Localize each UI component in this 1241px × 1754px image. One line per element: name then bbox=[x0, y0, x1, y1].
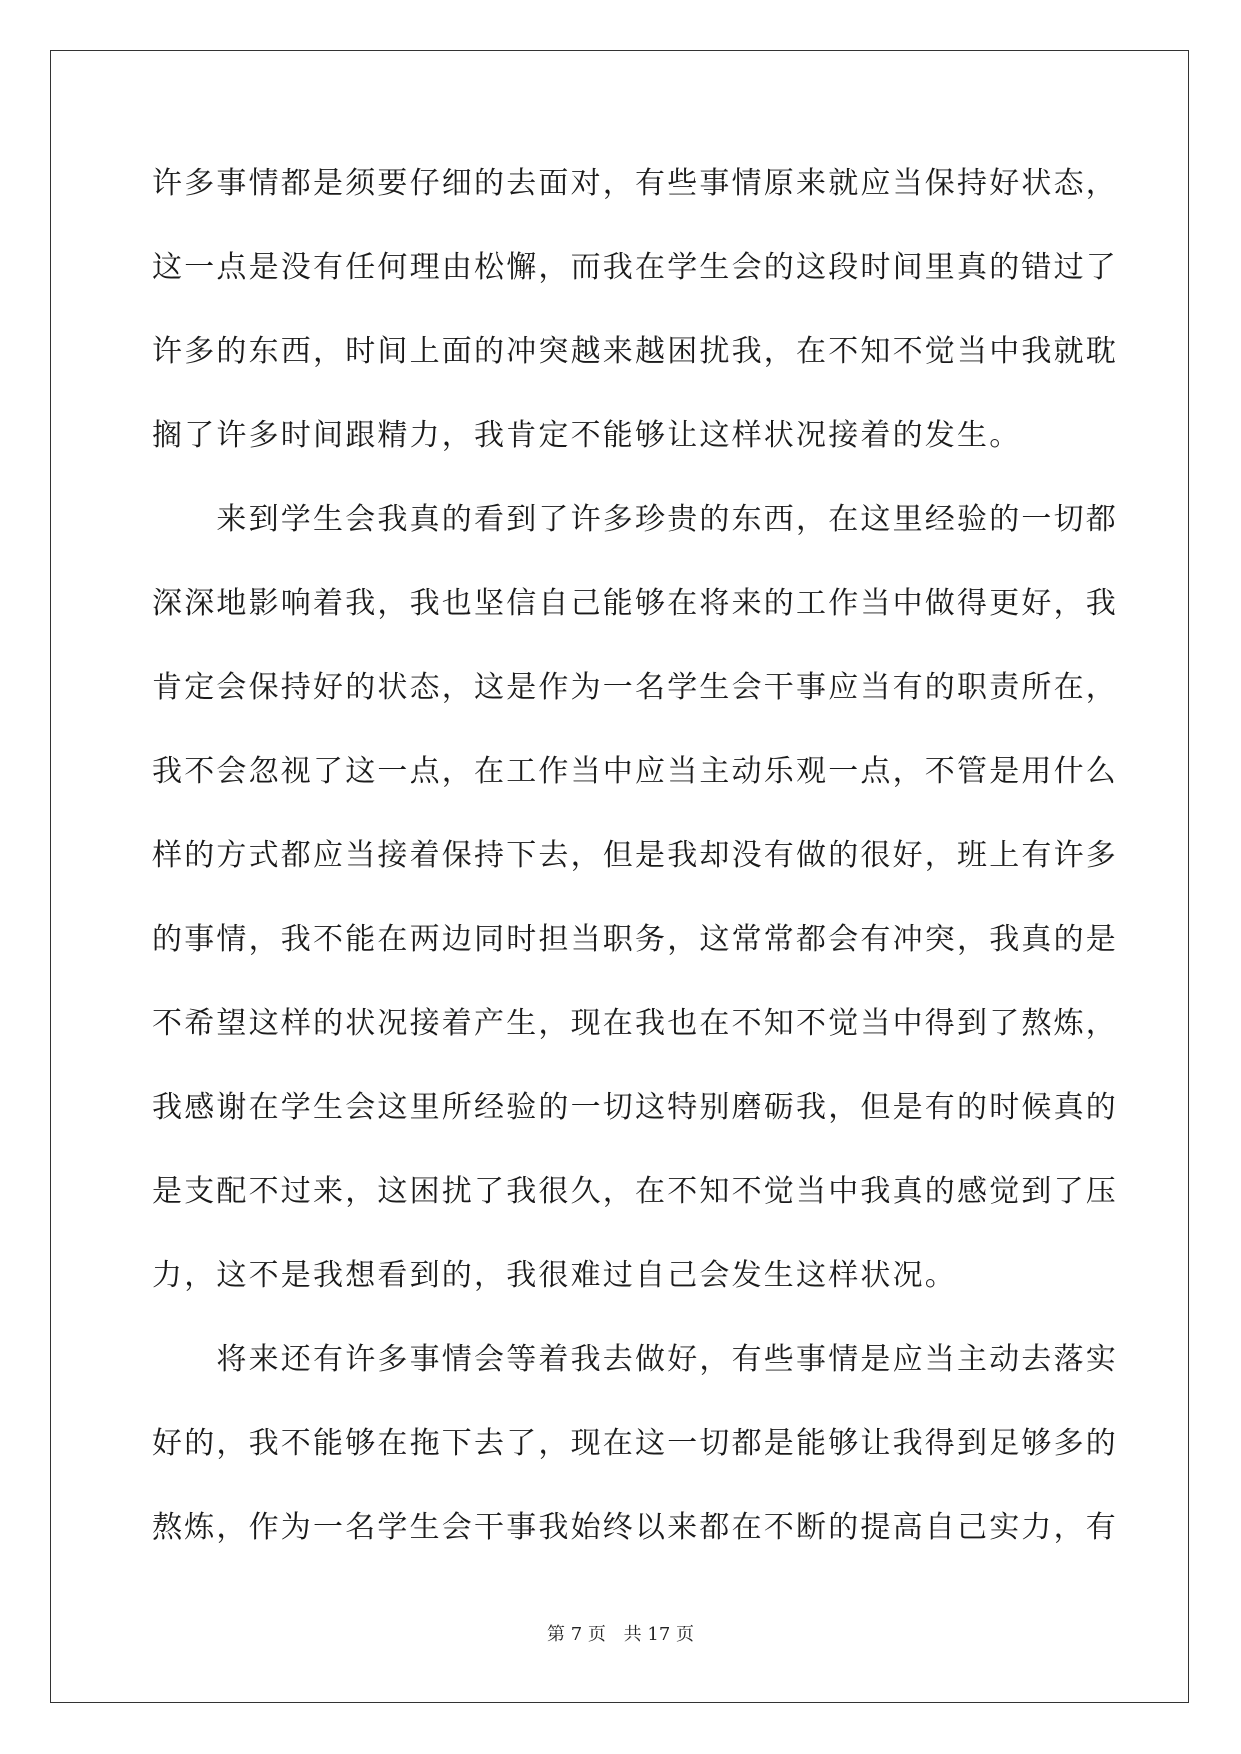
text-line: 这一点是没有任何理由松懈，而我在学生会的这段时间里真的错过了 bbox=[152, 250, 1118, 285]
page-total: 共 17 页 bbox=[623, 1624, 694, 1645]
text-line: 我感谢在学生会这里所经验的一切这特别磨砺我，但是有的时候真的 bbox=[152, 1090, 1118, 1125]
text-line: 将来还有许多事情会等着我去做好，有些事情是应当主动去落实 bbox=[152, 1342, 1118, 1377]
text-line: 熬炼，作为一名学生会干事我始终以来都在不断的提高自己实力，有 bbox=[152, 1510, 1118, 1545]
page-footer bbox=[0, 1620, 1241, 1646]
text-line: 样的方式都应当接着保持下去，但是我却没有做的很好，班上有许多 bbox=[152, 838, 1118, 873]
page-number: 第 7 页 bbox=[547, 1624, 606, 1645]
text-line: 是支配不过来，这困扰了我很久，在不知不觉当中我真的感觉到了压 bbox=[152, 1174, 1118, 1209]
text-line: 搁了许多时间跟精力，我肯定不能够让这样状况接着的发生。 bbox=[152, 418, 1022, 453]
text-line: 来到学生会我真的看到了许多珍贵的东西，在这里经验的一切都 bbox=[152, 502, 1118, 537]
text-line: 深深地影响着我，我也坚信自己能够在将来的工作当中做得更好，我 bbox=[152, 586, 1118, 621]
text-line: 许多的东西，时间上面的冲突越来越困扰我，在不知不觉当中我就耽 bbox=[152, 334, 1118, 369]
text-line: 许多事情都是须要仔细的去面对，有些事情原来就应当保持好状态， bbox=[152, 166, 1118, 201]
text-line: 的事情，我不能在两边同时担当职务，这常常都会有冲突，我真的是 bbox=[152, 922, 1118, 957]
text-line: 不希望这样的状况接着产生，现在我也在不知不觉当中得到了熬炼， bbox=[152, 1006, 1118, 1041]
text-line: 我不会忽视了这一点，在工作当中应当主动乐观一点，不管是用什么 bbox=[152, 754, 1118, 789]
text-line: 力，这不是我想看到的，我很难过自己会发生这样状况。 bbox=[152, 1258, 957, 1293]
text-line: 肯定会保持好的状态，这是作为一名学生会干事应当有的职责所在， bbox=[152, 670, 1118, 705]
document-body bbox=[152, 156, 1118, 1584]
text-line: 好的，我不能够在拖下去了，现在这一切都是能够让我得到足够多的 bbox=[152, 1426, 1118, 1461]
